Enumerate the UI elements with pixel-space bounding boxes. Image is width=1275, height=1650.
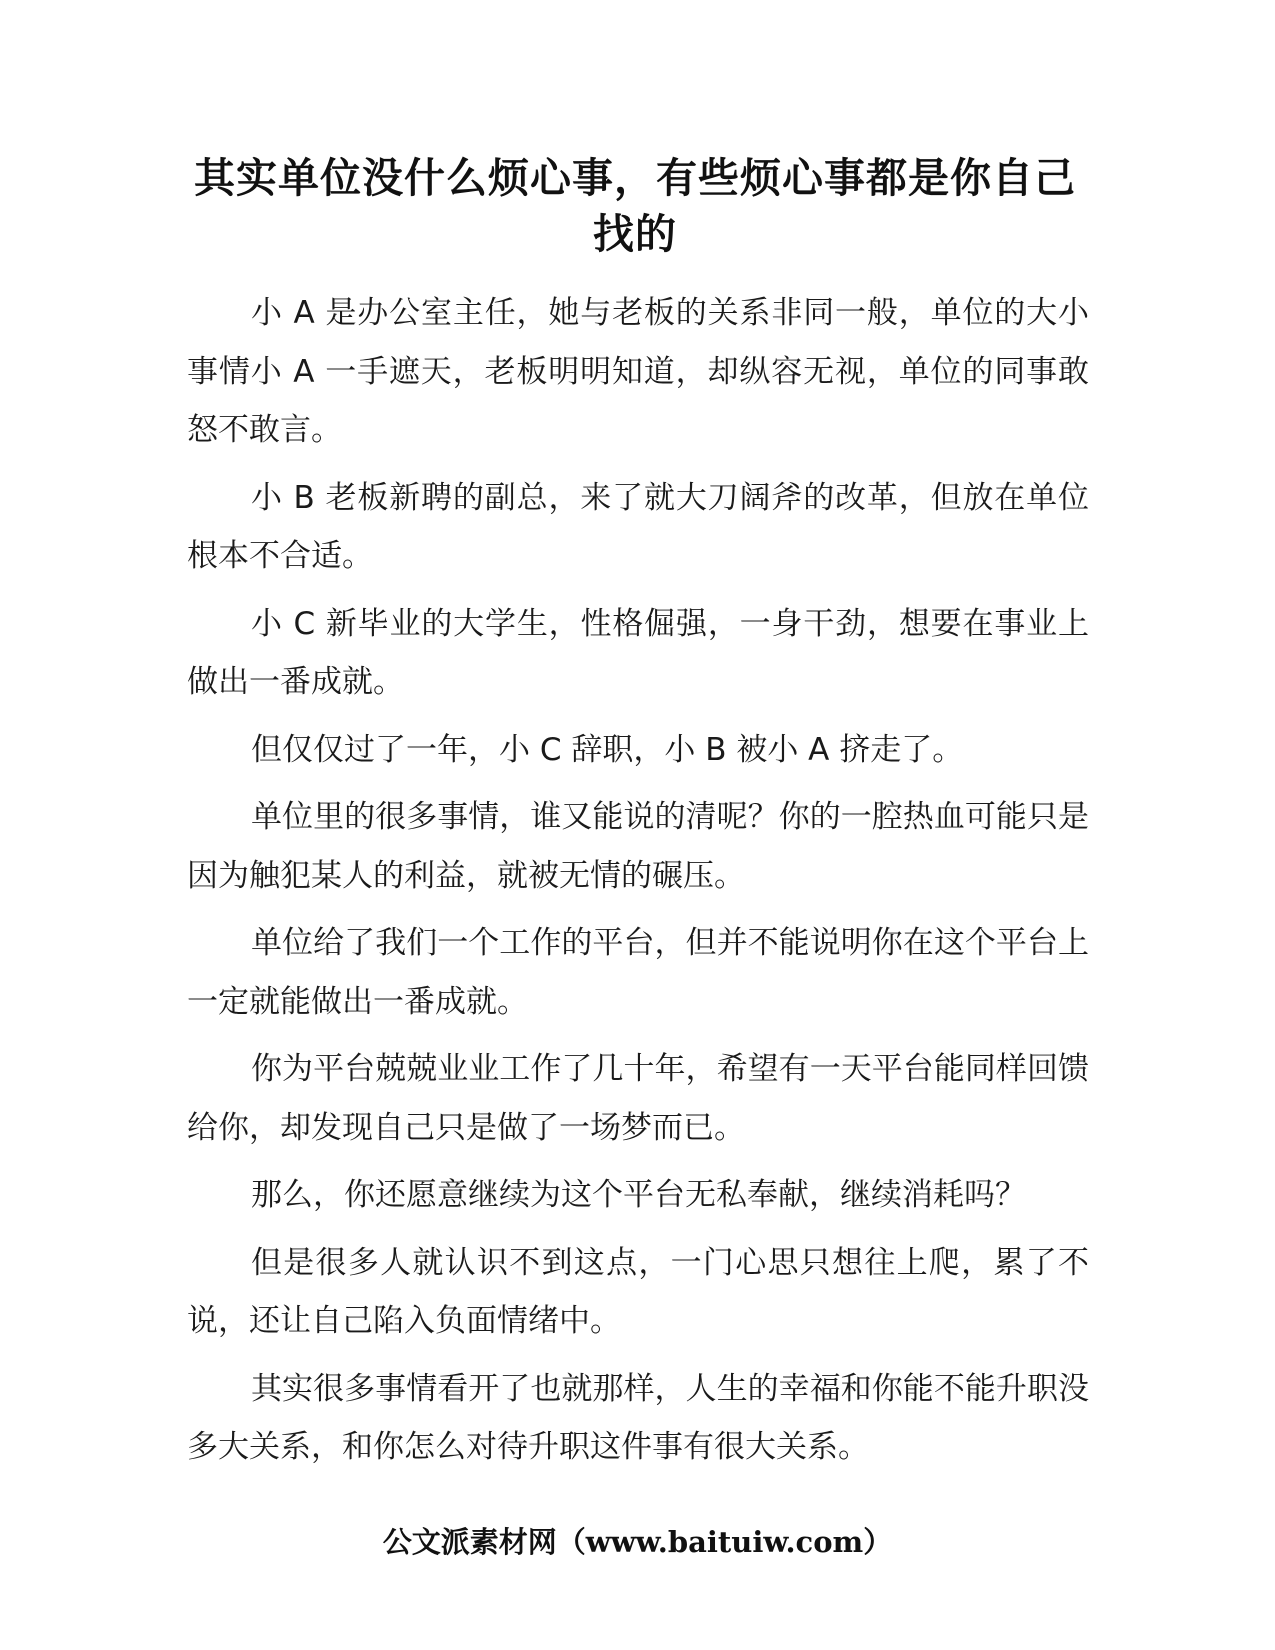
paragraph-5: 单位里的很多事情，谁又能说的清呢？你的一腔热血可能只是因为触犯某人的利益，就被无情的碾压。 [187, 799, 1089, 894]
article-body [187, 284, 1089, 1486]
paragraph-2: 小 B 老板新聘的副总，来了就大刀阔斧的改革，但放在单位根本不合适。 [187, 479, 1089, 574]
footer-source: 公文派素材网（www.baituiw.com） [382, 1525, 893, 1559]
paragraph-7: 你为平台兢兢业业工作了几十年，希望有一天平台能同样回馈给你，却发现自己只是做了一场梦而已。 [187, 1051, 1089, 1146]
page-title: 其实单位没什么烦心事，有些烦心事都是你自己找的 [194, 154, 1076, 258]
paragraph-8: 那么，你还愿意继续为这个平台无私奉献，继续消耗吗？ [251, 1177, 1026, 1213]
paragraph-1: 小 A 是办公室主任，她与老板的关系非同一般，单位的大小事情小 A 一手遮天，老板明明知道，却纵容无视，单位的同事敢怒不敢言。 [187, 295, 1089, 448]
paragraph-4: 但仅仅过了一年，小 C 辞职，小 B 被小 A 挤走了。 [251, 731, 964, 768]
paragraph-9: 但是很多人就认识不到这点，一门心思只想往上爬，累了不说，还让自己陷入负面情绪中。 [187, 1244, 1089, 1339]
paragraph-3: 小 C 新毕业的大学生，性格倔强，一身干劲，想要在事业上做出一番成就。 [187, 605, 1089, 700]
paragraph-6: 单位给了我们一个工作的平台，但并不能说明你在这个平台上一定就能做出一番成就。 [187, 925, 1089, 1020]
paragraph-10: 其实很多事情看开了也就那样，人生的幸福和你能不能升职没多大关系，和你怎么对待升职这件事有很大关系。 [187, 1370, 1089, 1465]
